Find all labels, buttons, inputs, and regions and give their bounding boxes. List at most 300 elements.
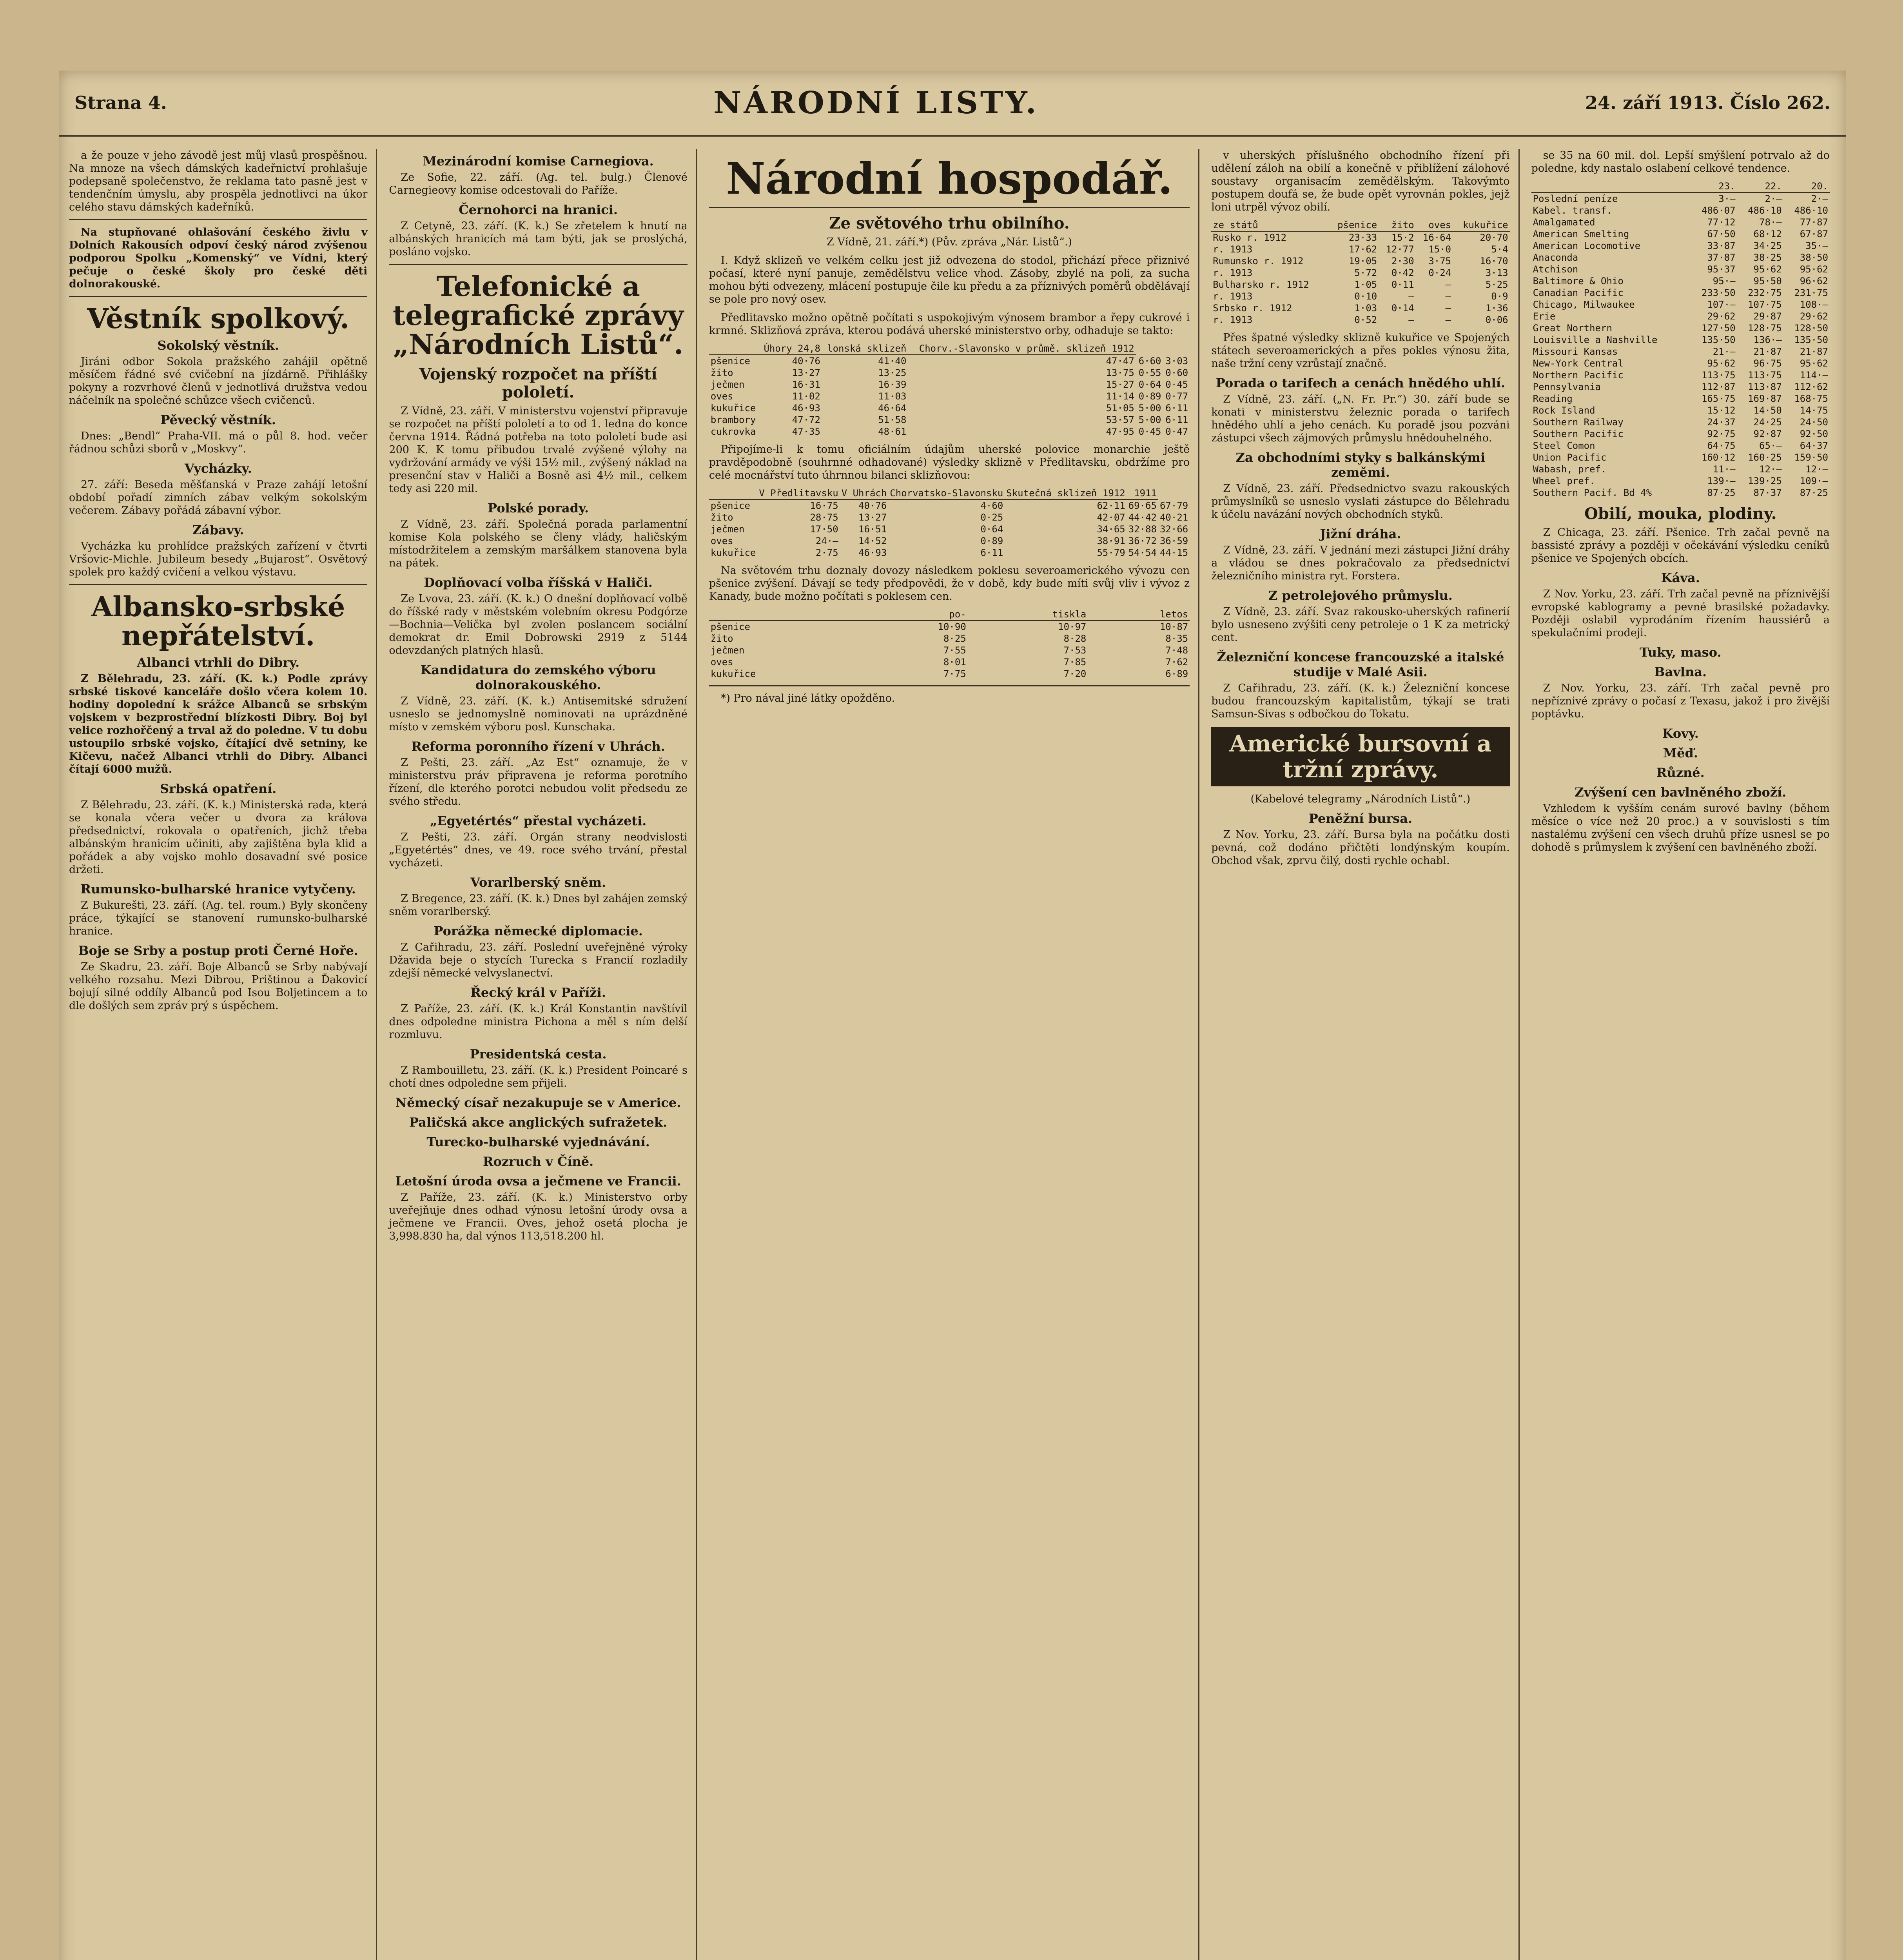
table-row — [709, 547, 1190, 559]
table-cell: 13·27 — [792, 367, 820, 378]
table-cell: 47·95 — [1106, 426, 1134, 437]
palicska-akce-heading: Paličská akce anglických sufražetek. — [409, 1115, 668, 1130]
issue-date: 24. září 1913. Číslo 262. — [1585, 92, 1830, 113]
table-row — [709, 367, 1190, 379]
table-cell: 109·— — [1800, 475, 1829, 486]
page-header — [59, 71, 1846, 137]
table-cell: 65·— — [1759, 440, 1782, 451]
table-row — [1531, 228, 1830, 240]
table-row — [709, 512, 1190, 523]
table-cell: American Locomotive — [1533, 240, 1641, 251]
table-row — [1531, 369, 1830, 381]
divider — [709, 685, 1190, 686]
vojensky-rozpocet-heading: Vojenský rozpočet na příští pololetí. — [419, 365, 657, 401]
table-cell: 0·14 — [1391, 303, 1414, 314]
telefonicke-zpravy-heading: Telefonické a telegrafické zprávy „Národních Listů“. — [392, 270, 684, 361]
table-cell: 231·75 — [1794, 287, 1829, 298]
table-cell: 16·31 — [792, 379, 820, 390]
table-cell: Wheel pref. — [1533, 475, 1595, 486]
table-cell: Southern Pacific — [1533, 428, 1624, 439]
table-cell: 29·87 — [1753, 311, 1782, 322]
bavlna-text: Z Nov. Yorku, 23. září. Trh začal pevně pro nepříznivé zprávy o počasí z Texasu, jakož i pro živější poptávku. — [1531, 682, 1830, 720]
table-cell: 0·64 — [980, 524, 1003, 535]
table-cell: American Smelting — [1533, 229, 1629, 240]
table-cell: 77·87 — [1800, 217, 1829, 228]
table-cell: 55·79 — [1097, 547, 1125, 558]
table-cell: 128·50 — [1794, 323, 1829, 334]
table-cell: 10·90 — [938, 621, 966, 632]
table-cell: Southern Pacif. Bd 4% — [1533, 487, 1652, 498]
table-cell: 28·75 — [810, 512, 838, 523]
table-cell: Rumunsko r. 1912 — [1213, 256, 1304, 267]
table-cell: kukuřice — [710, 403, 756, 414]
table-cell: Poslední peníze — [1533, 193, 1618, 204]
vestnik-spolkovy-heading: Věstník spolkový. — [87, 302, 350, 335]
table-cell: 54·54 — [1128, 547, 1157, 558]
svetovy-trh-text-2: Na světovém trhu doznaly dovozy následkem poklesu severoamerického vývozu cen pšenice zvýšení. Dávají se tedy předpovědi, že v době, kdy bude míti svůj vliv i vývoz z Kanady, bude možno počítati s poklesem cen. — [709, 564, 1190, 603]
table-cell: 6·89 — [1165, 668, 1188, 679]
table-cell: 40·76 — [858, 500, 887, 511]
table-row — [709, 402, 1190, 414]
table-cell: 107·— — [1707, 299, 1736, 310]
penezni-bursa-text: Z Nov. Yorku, 23. září. Bursa byla na počátku dosti pevná, což dodáno přičtěti londýnským koupím. Obchod však, zprvu čilý, dosti rychle ochabl. — [1211, 829, 1510, 867]
petrolej-text: Z Vídně, 23. září. Svaz rakousko-uherských rafinerií bylo usneseno zvýšiti ceny petroleje o 1 K za metrický cent. — [1211, 606, 1510, 644]
table-cell: 3·— — [1718, 193, 1736, 204]
table-cell: žito — [710, 512, 733, 523]
table-cell: 47·72 — [792, 414, 820, 425]
table-cell: — — [1445, 303, 1451, 314]
table-header-cell: V Uhrách — [840, 487, 889, 499]
petrolej-heading: Z petrolejového průmyslu. — [1268, 588, 1453, 603]
table-cell: ječmen — [710, 379, 745, 390]
table-cell: 12·— — [1759, 464, 1782, 475]
table-cell: 23·33 — [1348, 232, 1377, 243]
table-cell: Southern Railway — [1533, 417, 1624, 428]
turecko-bulharske-heading: Turecko-bulharské vyjednávání. — [426, 1134, 650, 1149]
recky-kral-heading: Řecký král v Paříži. — [470, 985, 606, 1000]
page-number: Strana 4. — [74, 92, 167, 113]
table-cell: Atchison — [1533, 264, 1578, 275]
table-cell: 107·75 — [1748, 299, 1782, 310]
table-cell: 0·25 — [980, 512, 1003, 523]
pevecky-text: Dnes: „Bendl“ Praha-VII. má o půl 8. hod. večer řádnou schůzi sborů v „Moskvy“. — [69, 430, 368, 455]
table-cell: 8·01 — [943, 657, 966, 668]
svetovy-trh-text: I. Když sklizeň ve velkém celku jest již odvezena do stodol, přichází přece přiznivé počasí, které nyní panuje, zemědělstvu velice vhod. Zásoby, zbylé na poli, za sucha mohou býti odvezeny, mlácení postupuje čile ku předu a za příznivých poměrů obdělávají se pole pro nový osev. — [709, 254, 1190, 305]
table-cell: 16·70 — [1480, 256, 1508, 267]
bilance-sklizne-table — [709, 487, 1190, 559]
table-row — [1531, 287, 1830, 299]
table-cell: r. 1913 — [1213, 267, 1253, 278]
table-cell: 160·25 — [1748, 452, 1782, 463]
table-cell: 95·50 — [1753, 276, 1782, 287]
table-cell: 51·05 — [1106, 403, 1134, 414]
table-row — [709, 621, 1190, 633]
table-cell: 15·12 — [1707, 405, 1736, 416]
table-row — [1531, 275, 1830, 287]
table-row — [1211, 290, 1509, 302]
table-cell: 35·— — [1805, 240, 1829, 251]
table-header-cell: Chorvatsko-Slavonsku — [888, 487, 1005, 499]
rozruch-heading: Rozruch v Číně. — [483, 1154, 594, 1169]
column-5 — [1529, 149, 1838, 1960]
table-row — [1211, 255, 1509, 267]
table-row — [709, 523, 1190, 535]
table-cell: 16·64 — [1422, 232, 1451, 243]
table-row — [1531, 216, 1830, 228]
table-cell: 169·87 — [1748, 393, 1782, 404]
cernohorci-text: Z Cetyně, 23. září. (K. k.) Se zřetelem k hnutí na albánských hranicích má tam býti, jak se proslýchá, posláno vojsko. — [389, 220, 688, 258]
table-cell: — — [1445, 314, 1451, 325]
narodni-hospodar-heading: Národní hospodář. — [726, 153, 1173, 204]
table-header-cell: žito — [1379, 219, 1415, 231]
table-cell: 10·97 — [1058, 621, 1087, 632]
table-cell: 15·0 — [1428, 244, 1451, 255]
table-row — [709, 656, 1190, 668]
table-cell: 14·52 — [858, 535, 887, 546]
table-cell: Erie — [1533, 311, 1556, 322]
table-cell: 7·85 — [1063, 657, 1087, 668]
table-cell: 12·77 — [1386, 244, 1414, 255]
svetovy-trh-heading: Ze světového trhu obilního. — [829, 214, 1070, 232]
table-cell: 67·50 — [1707, 229, 1736, 240]
table-cell: — — [1445, 279, 1451, 290]
polske-porady-text: Z Vídně, 23. září. Společná porada parlamentní komise Kola polského se členy vlády, haličským místodržitelem a zemským maršálkem stanovena byla na pátek. — [389, 518, 688, 569]
table-cell: 14·50 — [1753, 405, 1782, 416]
intro-text: v uherských příslušného obchodního řízení při udělení záloh na obilí a konečně v přiblížení zálohové soustavy organisacím zemědělským. Takovýmto postupem doufá se, že bude opět vyrovnán pokles, jejž loni utrpěl vývoz obilí. — [1211, 149, 1510, 213]
uherska-sklizen-table — [709, 343, 1190, 437]
table-cell: 3·03 — [1165, 355, 1188, 367]
balkansky-heading: Za obchodními styky s balkánskými zeměmi. — [1235, 450, 1486, 480]
table-cell: 64·75 — [1707, 440, 1736, 451]
table-cell: 0·45 — [1138, 426, 1161, 437]
table-row — [1531, 452, 1830, 463]
table-cell: 0·10 — [1354, 291, 1377, 302]
table-cell: 136·— — [1753, 334, 1782, 345]
table-cell: 0·45 — [1165, 379, 1188, 390]
table-cell: brambory — [710, 414, 756, 425]
divider — [709, 207, 1190, 208]
table-header-cell: Skutečná sklizeň 1912 — [1005, 487, 1127, 499]
table-cell: 24·50 — [1800, 417, 1829, 428]
table-cell: 12·— — [1805, 464, 1829, 475]
porazka-text: Z Cařihradu, 23. září. Poslední uveřejněné výroky Džavida beje o stycích Turecka s Francií rozladily zdejší německé velvyslanectví. — [389, 941, 688, 979]
table-row — [1531, 487, 1830, 499]
vorarlbersky-text: Z Bregence, 23. září. (K. k.) Dnes byl zahájen zemský sněm vorarlberský. — [389, 893, 688, 918]
table-header-cell — [709, 608, 866, 621]
table-cell: ječmen — [710, 645, 745, 656]
table-cell: 7·53 — [1063, 645, 1087, 656]
table-cell: 67·79 — [1159, 500, 1188, 511]
table-cell: Louisville a Nashville — [1533, 334, 1658, 345]
table-cell: 16·39 — [878, 379, 907, 390]
albanci-heading: Albanci vtrhli do Dibry. — [137, 655, 300, 670]
table-cell: 51·58 — [878, 414, 907, 425]
table-cell: 95·62 — [1707, 358, 1736, 369]
penezni-bursa-heading: Peněžní bursa. — [1308, 811, 1413, 826]
sokol-heading: Sokolský věstník. — [157, 338, 279, 353]
table-cell: 1·03 — [1354, 303, 1377, 314]
table-cell: 46·93 — [792, 403, 820, 414]
table-cell: pšenice — [710, 621, 750, 632]
doplnovaci-volba-text: Ze Lvova, 23. září. (K. k.) O dnešní doplňovací volbě do říšské rady v městském volebním okresu Podgórze—Bochnia—Velička byl zvolen poslancem sociální demokrat dr. Emil Dobrowski 2919 z 5144 odevzdaných platných hlasů. — [389, 593, 688, 657]
porazka-heading: Porážka německé diplomacie. — [434, 924, 643, 938]
carnegie-text: Ze Sofie, 22. září. (Ag. tel. bulg.) Členové Carnegieovy komise odcestovali do Paříže. — [389, 171, 688, 196]
table-row — [1531, 263, 1830, 275]
table-cell: Srbsko r. 1912 — [1213, 303, 1292, 314]
table-header-cell: 23. — [1691, 180, 1737, 192]
zeleznicni-text: Z Cařihradu, 23. září. (K. k.) Železniční koncese budou francouzským kapitalistům, týkají se trati Samsun-Sivas s odbočkou do Tokatu. — [1211, 682, 1510, 720]
table-cell: 128·75 — [1748, 323, 1782, 334]
obili-text: Z Chicaga, 23. září. Pšenice. Trh začal pevně na bassisté zprávy a později v očekávání výsledku ceníků pšenice ve Spojených obcích. — [1531, 526, 1830, 564]
table-cell: 5·00 — [1138, 403, 1161, 414]
table-cell: 5·4 — [1491, 244, 1508, 255]
table-row — [709, 499, 1190, 512]
table-cell: oves — [710, 391, 733, 402]
sokol-text: Jiráni odbor Sokola pražského zahájil opětně měsíčem řádné své cvičební na jízdárně. Přihlášky pokyny a rozvrhové členů v jednotlivá družstva vedou náčelník na společné schůzce všech cvičenců. — [69, 356, 368, 407]
table-cell: 69·65 — [1128, 500, 1157, 511]
akcie-table — [1531, 180, 1830, 499]
americke-byline: (Kabelové telegramy „Národních Listů“.) — [1250, 793, 1471, 805]
table-cell: 21·87 — [1753, 346, 1782, 357]
obili-heading: Obilí, mouka, plodiny. — [1584, 505, 1777, 523]
odhad-intro: Připojíme-li k tomu oficiálním údajům uherské polovice monarchie ještě pravděpodobně (souhrnné odhadované) výsledky sklizně v Předlitavsku, obdržíme pro celé mocnářství tuto úhrnnou bilanci sklizňovou: — [709, 443, 1190, 481]
divider — [69, 584, 367, 585]
table-cell: 53·57 — [1106, 414, 1134, 425]
table-cell: 67·87 — [1800, 229, 1829, 240]
table-cell: Kabel. transf. — [1533, 205, 1612, 216]
table-cell: 5·00 — [1138, 414, 1161, 425]
table-cell: 135·50 — [1701, 334, 1736, 345]
table-cell: 6·11 — [1165, 403, 1188, 414]
komensky-notice: Na stupňované ohlašování českého živlu v Dolních Rakousích odpoví český národ zvýšenou podporou Spolku „Komenský“ ve Vídni, který pečuje o české školy pro české děti dolnorakouské. — [69, 226, 368, 290]
table-row — [709, 633, 1190, 644]
table-cell: 32·88 — [1128, 524, 1157, 535]
table-row — [709, 379, 1190, 390]
footnote: *) Pro nával jiné látky opožděno. — [720, 692, 895, 704]
table-cell: — — [1408, 291, 1414, 302]
table-cell: 165·75 — [1701, 393, 1736, 404]
table-cell: Union Pacific — [1533, 452, 1607, 463]
boje-heading: Boje se Srby a postup proti Černé Hoře. — [78, 943, 358, 958]
table-cell: Baltimore & Ohio — [1533, 276, 1624, 287]
table-header-cell: 20. — [1783, 180, 1830, 192]
table-row — [1531, 192, 1830, 205]
table-cell: — — [1408, 314, 1414, 325]
table-header-cell: pšenice — [1328, 219, 1379, 231]
table-header-cell: po- — [866, 608, 968, 621]
table-cell: 40·76 — [792, 356, 820, 367]
table-cell: 8·25 — [943, 633, 966, 644]
table-cell: 8·35 — [1165, 633, 1188, 644]
table-cell: 78·— — [1759, 217, 1782, 228]
table-cell: 5·72 — [1354, 267, 1377, 278]
pevecky-heading: Pěvecký věstník. — [160, 412, 276, 427]
table-cell: 48·61 — [878, 426, 907, 437]
table-row — [1531, 310, 1830, 322]
vychazky-text: 27. září: Beseda měšťanská v Praze zahájí letošní období pořadí zimních zábav velkým sokolským večerem. Zábavy pořádá zábavní výbor. — [69, 479, 368, 517]
intro-text: se 35 na 60 mil. dol. Lepší smýšlení potrvalo až do poledne, kdy nastalo oslabení celkové tendence. — [1531, 149, 1830, 174]
table-cell: 92·75 — [1707, 428, 1736, 439]
table-row — [1211, 267, 1509, 279]
table-row — [1531, 475, 1830, 487]
table-cell: 47·47 — [1106, 356, 1134, 367]
table-cell: 5·25 — [1485, 279, 1508, 290]
column-4 — [1209, 149, 1519, 1960]
table-cell: oves — [710, 657, 733, 668]
vychazky-heading: Vycházky. — [184, 461, 252, 476]
table-row — [709, 390, 1190, 402]
zvyseni-heading: Zvýšení cen bavlněného zboží. — [1575, 785, 1787, 800]
table-cell: 13·27 — [858, 512, 887, 523]
table-cell: 34·25 — [1753, 240, 1782, 251]
table-header-cell: letos — [1088, 608, 1190, 621]
table-cell: pšenice — [710, 356, 750, 367]
table-cell: 3·13 — [1485, 267, 1508, 278]
table-cell: 0·11 — [1391, 279, 1414, 290]
table-cell: 6·60 — [1138, 355, 1161, 367]
table-cell: 0·52 — [1354, 314, 1377, 325]
table-cell: 112·62 — [1794, 381, 1829, 392]
table-cell: 11·02 — [792, 391, 820, 402]
balkansky-text: Z Vídně, 23. září. Předsednictvo svazu rakouských průmyslníků se usneslo vyslati zástupce do Bělehradu k účelu navázání nových obchodních styků. — [1211, 483, 1510, 521]
table-cell: Reading — [1533, 393, 1573, 404]
table-row — [1531, 346, 1830, 358]
table-cell: 16·51 — [858, 524, 887, 535]
table-cell: 0·9 — [1491, 291, 1508, 302]
table-cell: Bulharsko r. 1912 — [1213, 279, 1309, 290]
recky-kral-text: Z Paříže, 23. září. (K. k.) Král Konstantin navštívil dnes odpoledne ministra Pichona a měl s ním delší rozmluvu. — [389, 1003, 688, 1041]
table-cell: Pennsylvania — [1533, 381, 1601, 392]
table-cell: 95·62 — [1753, 264, 1782, 275]
table-cell: 0·47 — [1165, 426, 1188, 437]
table-cell: Anaconda — [1533, 252, 1578, 263]
table-row — [1211, 314, 1509, 326]
table-cell: 6·11 — [1165, 414, 1188, 425]
kandidatura-text: Z Vídně, 23. září. (K. k.) Antisemitské sdružení usneslo se jednomyslně nominovati na uprázdněné místo v zemském výboru posl. Kunschaka. — [389, 695, 688, 733]
table-cell: 108·— — [1800, 299, 1829, 310]
polske-porady-heading: Polské porady. — [488, 501, 589, 515]
table-cell: 68·12 — [1753, 229, 1782, 240]
table-cell: ječmen — [710, 524, 745, 535]
table-cell: 38·25 — [1753, 252, 1782, 263]
table-cell: 0·89 — [1138, 391, 1161, 402]
kava-heading: Káva. — [1661, 570, 1700, 585]
table-cell: 7·62 — [1165, 657, 1188, 668]
table-cell: 486·07 — [1701, 205, 1736, 216]
table-cell: 1·05 — [1354, 279, 1377, 290]
table-cell: 7·48 — [1165, 645, 1188, 656]
table-row — [1531, 299, 1830, 310]
table-cell: oves — [710, 535, 733, 546]
cernohorci-heading: Černohorci na hranici. — [459, 202, 618, 217]
table-cell: 2·— — [1765, 193, 1782, 204]
table-cell: kukuřice — [710, 547, 756, 558]
table-cell: 36·59 — [1159, 535, 1188, 546]
table-cell: 114·— — [1800, 370, 1829, 381]
rumunsko-text: Z Bukurešti, 23. září. (Ag. tel. roum.) Byly skončeny práce, týkající se stanovení rumunsko-bulharské hranice. — [69, 899, 368, 937]
table-header-cell: oves — [1416, 219, 1453, 231]
table-cell: 135·50 — [1794, 334, 1829, 345]
table-cell: 159·50 — [1794, 452, 1829, 463]
table-row — [1531, 428, 1830, 440]
table-cell: 87·25 — [1707, 487, 1736, 498]
table-cell: 34·65 — [1097, 524, 1125, 535]
table-cell: 1·36 — [1485, 303, 1508, 314]
med-heading: Měď. — [1663, 746, 1698, 760]
table-cell: 127·50 — [1701, 323, 1736, 334]
table-cell: 2·75 — [815, 547, 838, 558]
table-cell: 11·— — [1713, 464, 1736, 475]
table-cell: 38·91 — [1097, 535, 1125, 546]
table-row — [709, 426, 1190, 437]
divider — [69, 219, 367, 220]
egyetertes-heading: „Egyetértés“ přestal vycházeti. — [430, 813, 647, 828]
table-cell: 19·05 — [1348, 256, 1377, 267]
table-cell: Rock Island — [1533, 405, 1595, 416]
table-cell: 0·55 — [1138, 367, 1161, 378]
table-cell: r. 1913 — [1213, 291, 1253, 302]
porada-text: Z Vídně, 23. září. („N. Fr. Pr.“) 30. září bude se konati v ministerstvu železnic porada o tarifech hnědého uhlí a jeho cenách. Ku poradě jsou pozváni zástupci všech zájmových průmyslu hnědouhelného. — [1211, 393, 1510, 444]
table-cell: 87·25 — [1800, 487, 1829, 498]
table-header-cell — [1531, 180, 1691, 192]
zabavy-text: Vycházka ku prohlídce pražských zařízení v čtvrti Vršovic-Michle. Jubileum besedy „Bujarost“. Osvětový spolek pro každý cvičení a velkou výstavu. — [69, 540, 368, 578]
table-cell: 0·64 — [1138, 379, 1161, 390]
table-cell: 15·27 — [1106, 379, 1134, 390]
letosni-uroda-text: Z Paříže, 23. září. (K. k.) Ministerstvo orby uveřejňuje dnes odhad výnosu letošní úrody ovsa a ječmene ve Francii. Oves, jehož osetá plocha je 3,998.830 ha, dal výnos 113,518.200 hl. — [389, 1191, 688, 1242]
table-cell: 47·35 — [792, 426, 820, 437]
prezidentska-heading: Presidentská cesta. — [470, 1047, 607, 1062]
kandidatura-heading: Kandidatura do zemského výboru dolnorakouského. — [420, 662, 656, 692]
table-cell: 10·87 — [1159, 621, 1188, 632]
table-cell: 95·37 — [1707, 264, 1736, 275]
table-cell: žito — [710, 367, 733, 378]
table-row — [1531, 440, 1830, 452]
vyvoz-table — [1211, 219, 1509, 326]
americke-zpravy-banner: Americké bursovní a tržní zprávy. — [1211, 727, 1509, 786]
masthead-title: NÁRODNÍ LISTY. — [713, 85, 1039, 121]
table-row — [1531, 463, 1830, 475]
table-row — [1531, 381, 1830, 393]
table-cell: 11·03 — [878, 391, 907, 402]
table-header-cell: Úhory 24,8 — [760, 343, 822, 355]
table-cell: 139·— — [1707, 475, 1736, 486]
kava-text: Z Nov. Yorku, 23. září. Trh začal pevně na příznivější evropské kablogramy a pevné brasilské požadavky. Později oslabil vyprodáním řízením haussiérů a spekulačními prodeji. — [1531, 588, 1830, 639]
uhry-intro: Předlitavsko možno opětně počítati s uspokojivým výnosem brambor a řepy cukrové i krmné. Sklizňová zpráva, kterou podává uherské ministerstvo orby, odhaduje se takto: — [709, 312, 1190, 337]
table-cell: 0·06 — [1485, 314, 1508, 325]
table-cell: Wabash, pref. — [1533, 464, 1607, 475]
table-cell: 0·24 — [1428, 267, 1451, 278]
table-cell: 62·11 — [1097, 500, 1125, 511]
reforma-text: Z Pešti, 23. září. „Az Est“ oznamuje, že v ministerstvu práv připravena je reforma porotního řízení, dle kterého porotci nebudou volit předsedu ze svého středu. — [389, 757, 688, 808]
table-row — [709, 535, 1190, 547]
table-cell: 15·2 — [1391, 232, 1414, 243]
zabavy-heading: Zábavy. — [192, 523, 244, 537]
table-cell: Rusko r. 1912 — [1213, 232, 1287, 243]
table-cell: 29·62 — [1707, 311, 1736, 322]
table-row — [1531, 358, 1830, 369]
table-cell: 2·30 — [1391, 256, 1414, 267]
divider — [69, 296, 367, 297]
table-cell: žito — [710, 633, 733, 644]
table-cell: 13·25 — [878, 367, 907, 378]
table-cell: 44·42 — [1128, 512, 1157, 523]
table-cell: 2·— — [1811, 193, 1829, 204]
table-cell: Northern Pacific — [1533, 370, 1624, 381]
table-row — [1531, 416, 1830, 428]
table-cell: Steel Comon — [1533, 440, 1595, 451]
srbska-opatreni-heading: Srbská opatření. — [160, 781, 277, 796]
table-cell: 8·28 — [1063, 633, 1087, 644]
